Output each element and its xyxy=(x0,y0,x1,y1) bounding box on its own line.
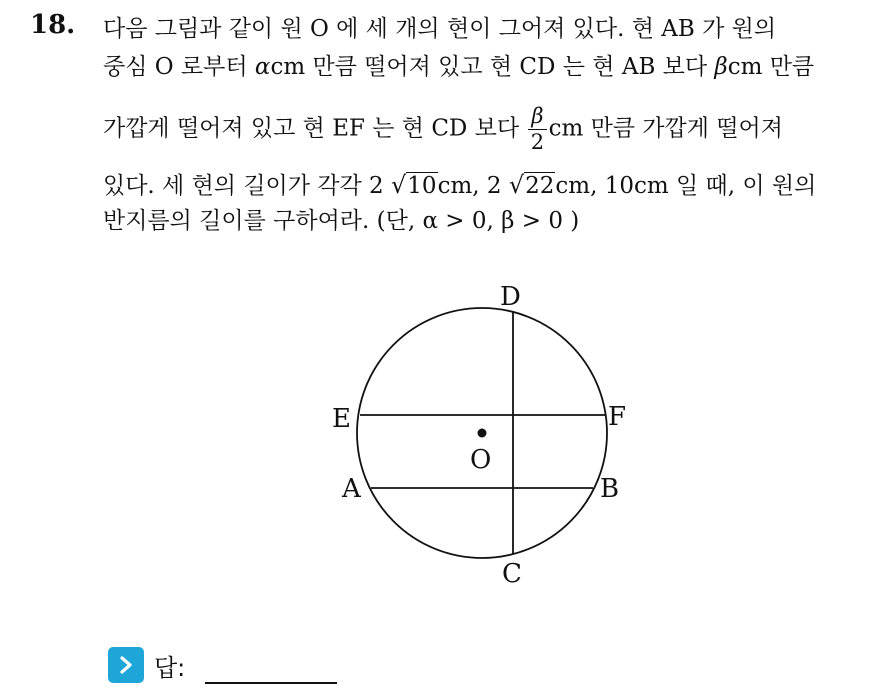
alpha-symbol: α xyxy=(254,54,271,80)
center-point-o xyxy=(478,429,487,438)
question-line-4 xyxy=(103,170,816,201)
text-segment: 가깝게 떨어져 있고 현 EF 는 현 CD 보다 xyxy=(103,115,527,142)
text-segment: cm, 2 xyxy=(437,173,509,199)
radicand: 10 xyxy=(407,173,437,199)
circle-diagram xyxy=(320,270,660,595)
answer-blank[interactable] xyxy=(205,646,337,684)
sqrt-22 xyxy=(509,170,556,201)
label-c: C xyxy=(502,559,522,589)
label-d: D xyxy=(500,282,521,312)
fraction-beta-over-2 xyxy=(528,106,546,153)
text-segment: cm 만큼 가깝게 떨어져 xyxy=(548,115,783,142)
answer-label: 답: xyxy=(154,653,186,682)
fraction-numerator: β xyxy=(528,106,546,130)
radical-sign: √ xyxy=(391,171,407,199)
text-segment: cm, 10cm 일 때, 이 원의 xyxy=(555,173,817,199)
text-segment: cm 만큼 xyxy=(727,54,815,80)
radical-sign: √ xyxy=(508,171,525,199)
label-a: A xyxy=(342,474,361,504)
radicand: 22 xyxy=(525,173,555,199)
question-line-2 xyxy=(103,52,814,82)
text-segment: 있다. 세 현의 길이가 각각 2 xyxy=(103,173,391,199)
question-line-3 xyxy=(103,106,783,153)
text-segment: 중심 O 로부터 xyxy=(103,54,255,80)
question-number: 18. xyxy=(30,10,76,40)
beta-symbol: β xyxy=(714,54,728,80)
label-b: B xyxy=(600,474,620,504)
label-f: F xyxy=(608,402,627,432)
label-e: E xyxy=(332,404,351,434)
answer-row xyxy=(108,646,337,684)
label-o: O xyxy=(470,445,492,475)
question-line-1: 다음 그림과 같이 원 O 에 세 개의 현이 그어져 있다. 현 AB 가 원의 xyxy=(103,16,777,42)
question-line-5: 반지름의 길이를 구하여라. (단, α > 0, β > 0 ) xyxy=(103,208,580,234)
sqrt-10 xyxy=(391,170,438,201)
text-segment: cm 만큼 떨어져 있고 현 CD 는 현 AB 보다 xyxy=(270,54,715,80)
fraction-denominator: 2 xyxy=(530,130,545,154)
chevron-right-icon xyxy=(108,647,144,683)
